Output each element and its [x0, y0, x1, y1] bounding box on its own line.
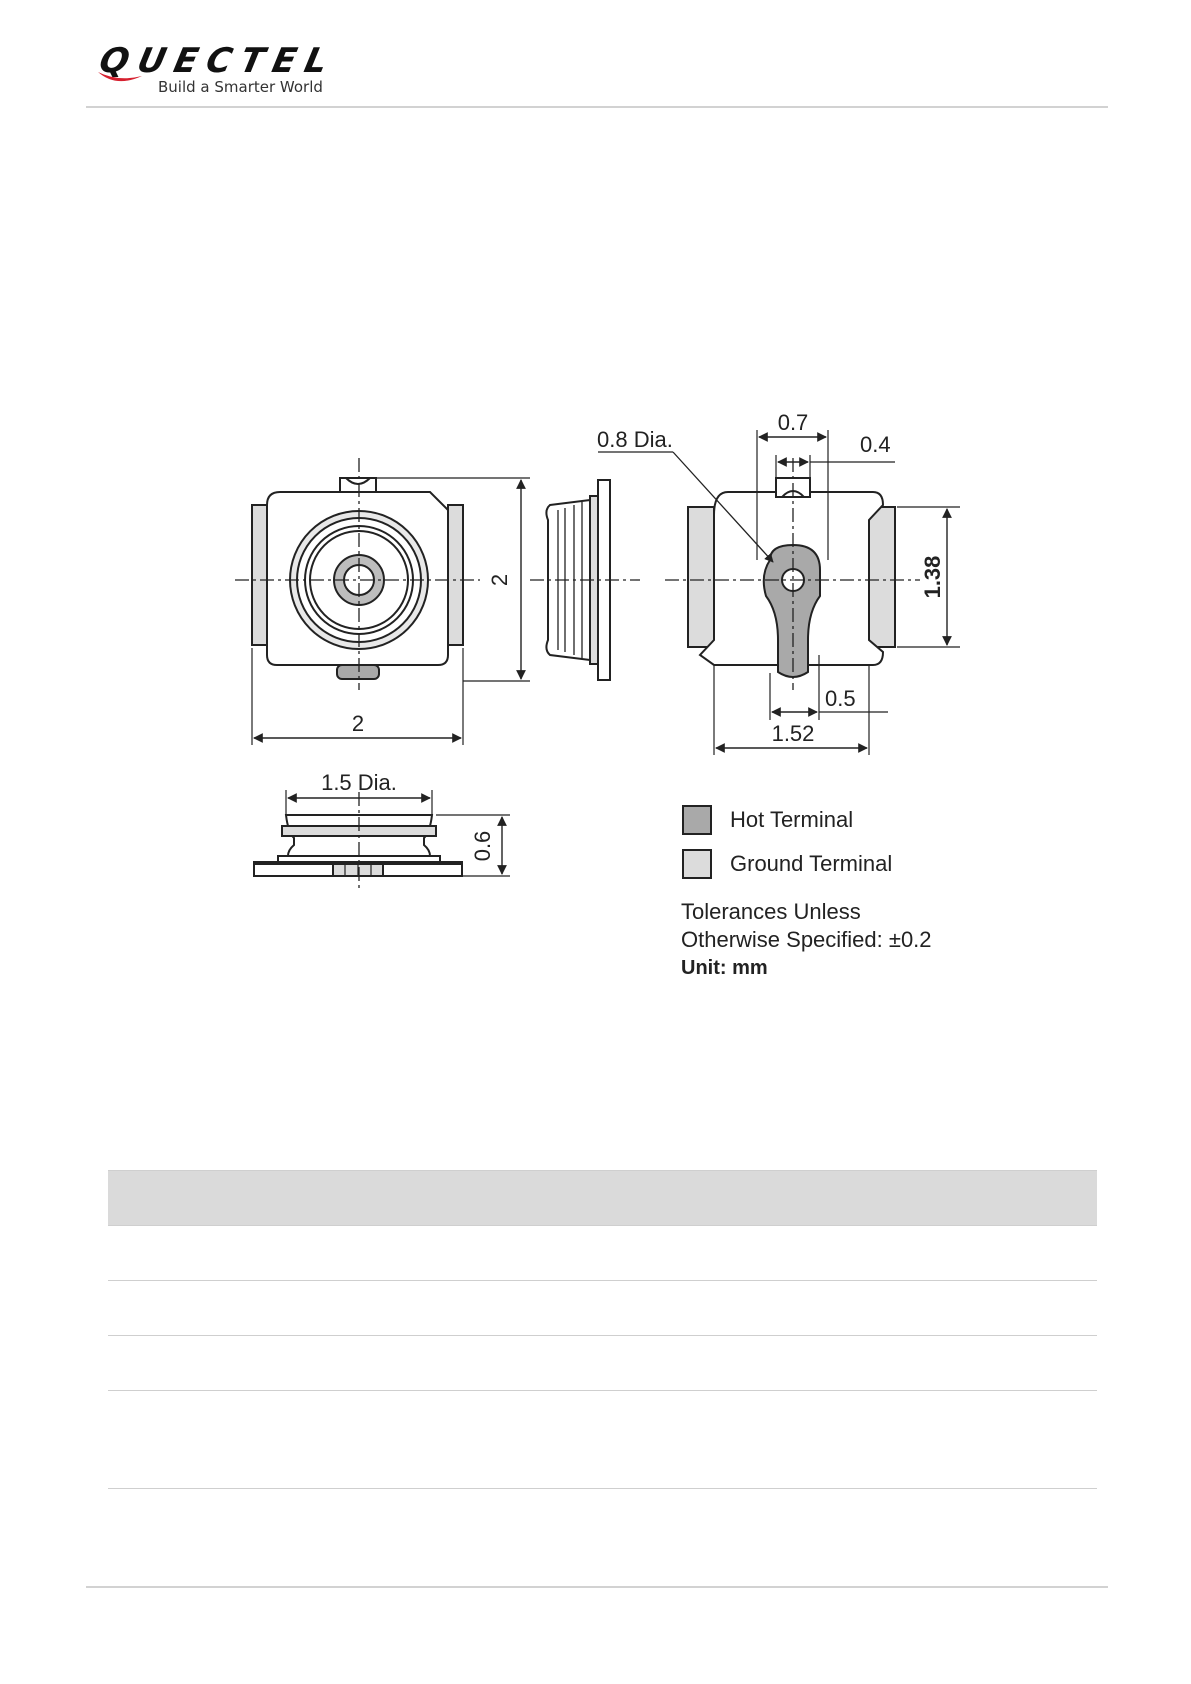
brand-tagline: Build a Smarter World — [158, 78, 323, 96]
top-height-label: 2 — [487, 573, 512, 587]
pad-height-label: 1.38 — [920, 555, 945, 599]
legend-label-ground: Ground Terminal — [730, 851, 893, 876]
pad-span-label: 1.52 — [771, 721, 815, 746]
terminal-legend — [682, 798, 892, 886]
top-left-pad — [252, 505, 267, 645]
terminal-width-label: 0.5 — [825, 686, 856, 711]
top-right-pad — [448, 505, 463, 645]
side-profile — [530, 480, 640, 680]
bottom-right-pad — [869, 507, 895, 647]
spec-table — [108, 1170, 1097, 1489]
top-width-label: 2 — [351, 711, 365, 736]
bottom-view — [598, 430, 960, 755]
top-bottom-tab — [337, 665, 379, 679]
tab-width-label: 0.7 — [777, 410, 809, 435]
unit-note: Unit: mm — [681, 957, 768, 979]
legend-item-hot — [682, 798, 892, 842]
table-row — [108, 1281, 1097, 1336]
drawing-notes — [681, 898, 932, 982]
footer-divider — [86, 1586, 1108, 1588]
side-height-label: 0.6 — [470, 830, 495, 862]
hot-terminal-swatch — [682, 805, 712, 835]
table-row — [108, 1391, 1097, 1489]
tolerance-note-line2: Otherwise Specified: ±0.2 — [681, 927, 932, 952]
table-header — [108, 1170, 1097, 1226]
legend-label-hot: Hot Terminal — [730, 807, 854, 832]
tolerance-note-line1: Tolerances Unless — [681, 899, 861, 924]
table-row — [108, 1226, 1097, 1281]
bottom-left-pad — [688, 507, 714, 647]
ground-terminal-swatch — [682, 849, 712, 879]
top-view — [235, 458, 530, 745]
side-dia-label: 1.5 Dia. — [321, 770, 397, 795]
brand-logo: QUECTEL — [95, 41, 341, 81]
legend-item-ground — [682, 842, 892, 886]
hole-dia-label: 0.8 Dia. — [597, 427, 673, 452]
tab-gap-label: 0.4 — [860, 432, 891, 457]
table-row — [108, 1336, 1097, 1391]
